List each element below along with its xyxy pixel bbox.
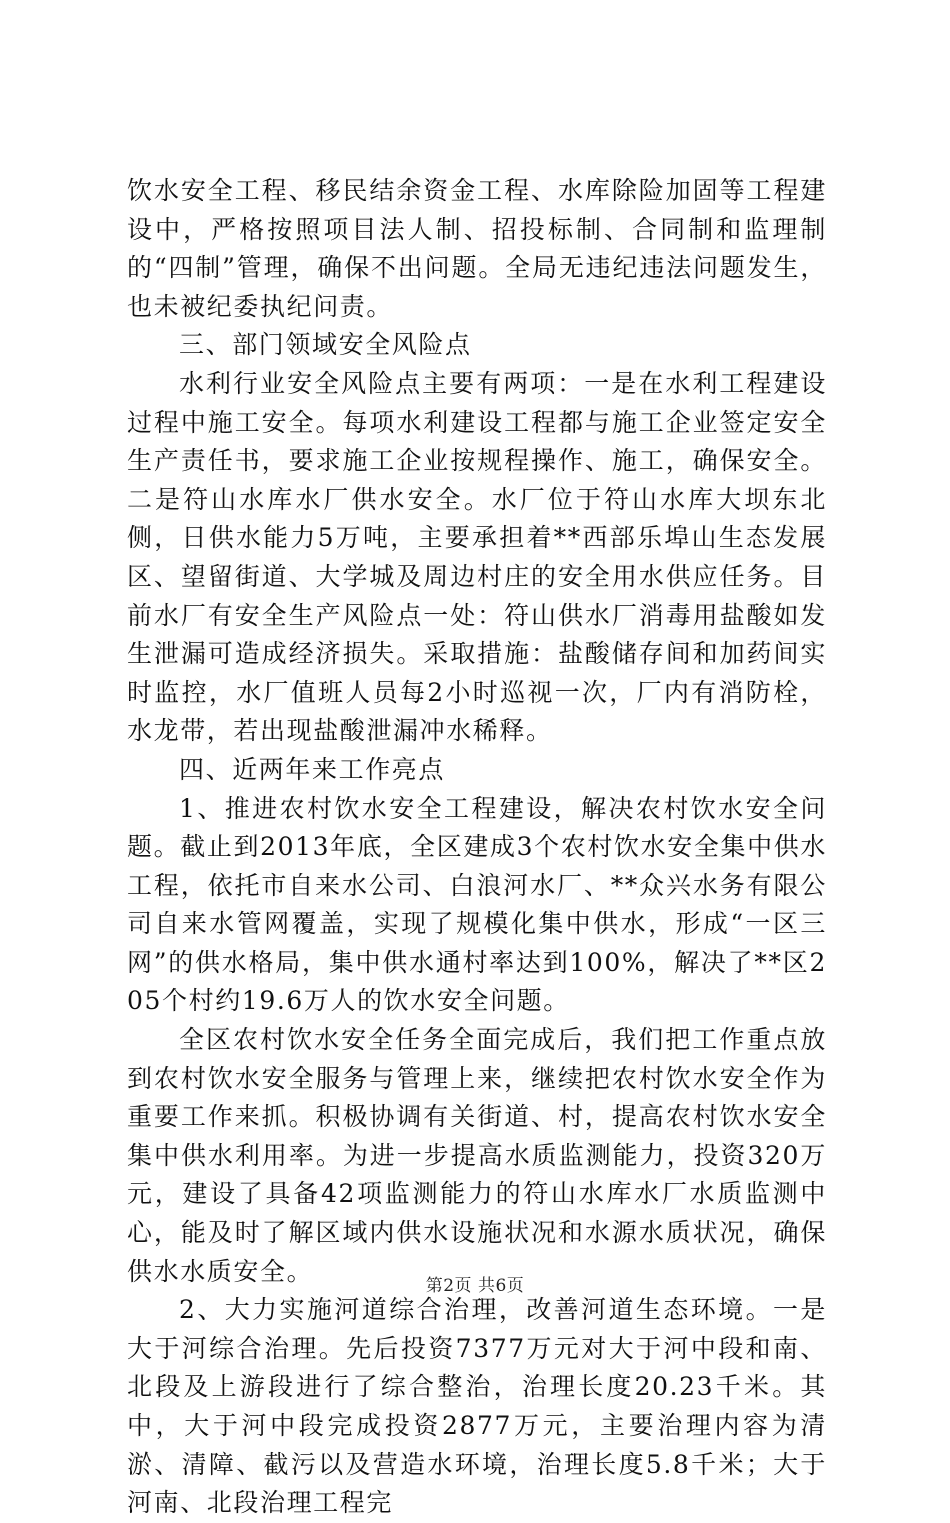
- paragraph-continuation: 饮水安全工程、移民结余资金工程、水库除险加固等工程建设中，严格按照项目法人制、招投标制、合同制和监理制的“四制”管理，确保不出问题。全局无违纪违法问题发生，也未被纪委执纪问责。: [127, 176, 827, 321]
- document-body: [127, 172, 827, 1523]
- paragraph-rural-water: 1、推进农村饮水安全工程建设，解决农村饮水安全问题。截止到2013年底，全区建成3个农村饮水安全集中供水工程，依托市自来水公司、白浪河水厂、**众兴水务有限公司自来水管网覆盖，实现了规模化集中供水，形成“一区三网”的供水格局，集中供水通村率达到100%，解决了**区205个村约19.6万人的饮水安全问题。: [127, 793, 827, 1016]
- page-number-footer: 第2页 共6页: [425, 1276, 525, 1296]
- paragraph-risk-points: 水利行业安全风险点主要有两项：一是在水利工程建设过程中施工安全。每项水利建设工程都与施工企业签定安全生产责任书，要求施工企业按规程操作、施工，确保安全。二是符山水库水厂供水安全。水厂位于符山水库大坝东北侧，日供水能力5万吨，主要承担着**西部乐埠山生态发展区、望留街道、大学城及周边村庄的安全用水供应任务。目前水厂有安全生产风险点一处：符山供水厂消毒用盐酸如发生泄漏可造成经济损失。采取措施：盐酸储存间和加药间实时监控，水厂值班人员每2小时巡视一次，厂内有消防栓，水龙带，若出现盐酸泄漏冲水稀释。: [127, 368, 827, 746]
- section-heading-highlights: 四、近两年来工作亮点: [179, 754, 446, 784]
- paragraph-water-management: 全区农村饮水安全任务全面完成后，我们把工作重点放到农村饮水安全服务与管理上来，继续把农村饮水安全作为重要工作来抓。积极协调有关街道、村，提高农村饮水安全集中供水利用率。为进一步提高水质监测能力，投资320万元，建设了具备42项监测能力的符山水库水厂水质监测中心，能及时了解区域内供水设施状况和水源水质状况，确保供水水质安全。: [127, 1025, 827, 1286]
- section-heading-risk-points: 三、部门领域安全风险点: [179, 330, 472, 360]
- paragraph-river-governance: 2、大力实施河道综合治理，改善河道生态环境。一是大于河综合治理。先后投资7377万元对大于河中段和南、北段及上游段进行了综合整治，治理长度20.23千米。其中，大于河中段完成投资2877万元，主要治理内容为清淤、清障、截污以及营造水环境，治理长度5.8千米；大于河南、北段治理工程完: [127, 1295, 827, 1518]
